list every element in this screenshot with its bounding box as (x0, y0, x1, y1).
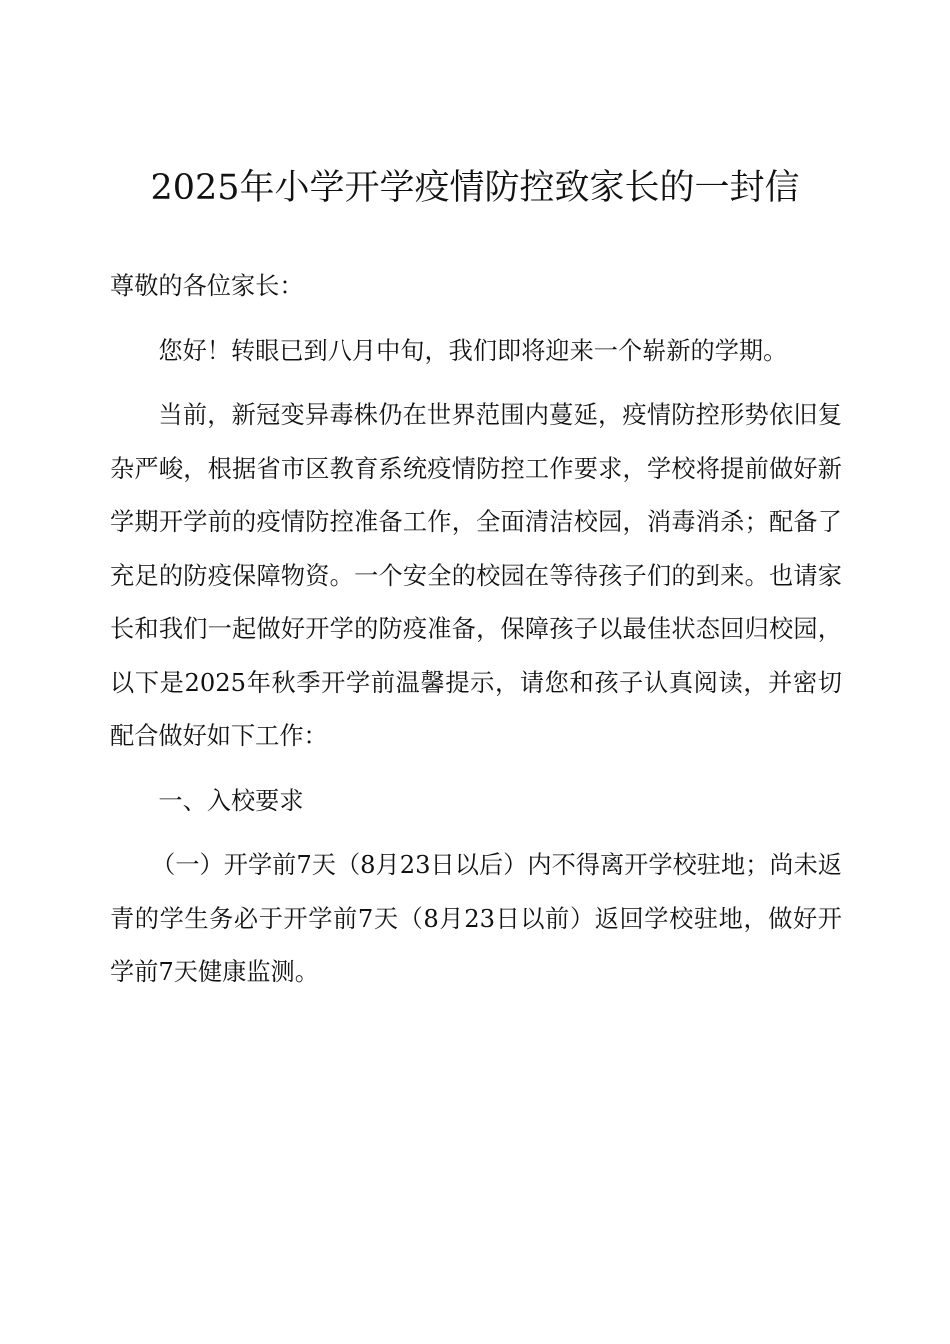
section-heading: 一、入校要求 (158, 786, 304, 815)
document-title: 2025年小学开学疫情防控致家长的一封信 (150, 168, 800, 208)
greeting-paragraph: 您好！转眼已到八月中旬，我们即将迎来一个崭新的学期。 (158, 336, 788, 365)
paragraph-spacer (110, 828, 842, 839)
paragraph-spacer (110, 314, 842, 325)
paragraph-spacer (110, 378, 842, 389)
salutation: 尊敬的各位家长： (110, 272, 304, 300)
document-body (110, 260, 842, 1000)
paragraph-spacer (110, 764, 842, 775)
context-paragraph: 当前，新冠变异毒株仍在世界范围内蔓延，疫情防控形势依旧复杂严峻，根据省市区教育系统疫情防控工作要求，学校将提前做好新学期开学前的疫情防控准备工作，全面清洁校园，消毒消杀；配备了充足的防疫保障物资。一个安全的校园在等待孩子们的到来。也请家长和我们一起做好开学的防疫准备，保障孩子以最佳状态回归校园，以下是2025年秋季开学前温馨提示，请您和孩子认真阅读，并密切配合做好如下工作： (110, 401, 842, 750)
requirement-paragraph: （一）开学前7天（8月23日以后）内不得离开学校驻地；尚未返青的学生务必于开学前7天（8月23日以前）返回学校驻地，做好开学前7天健康监测。 (110, 851, 842, 986)
